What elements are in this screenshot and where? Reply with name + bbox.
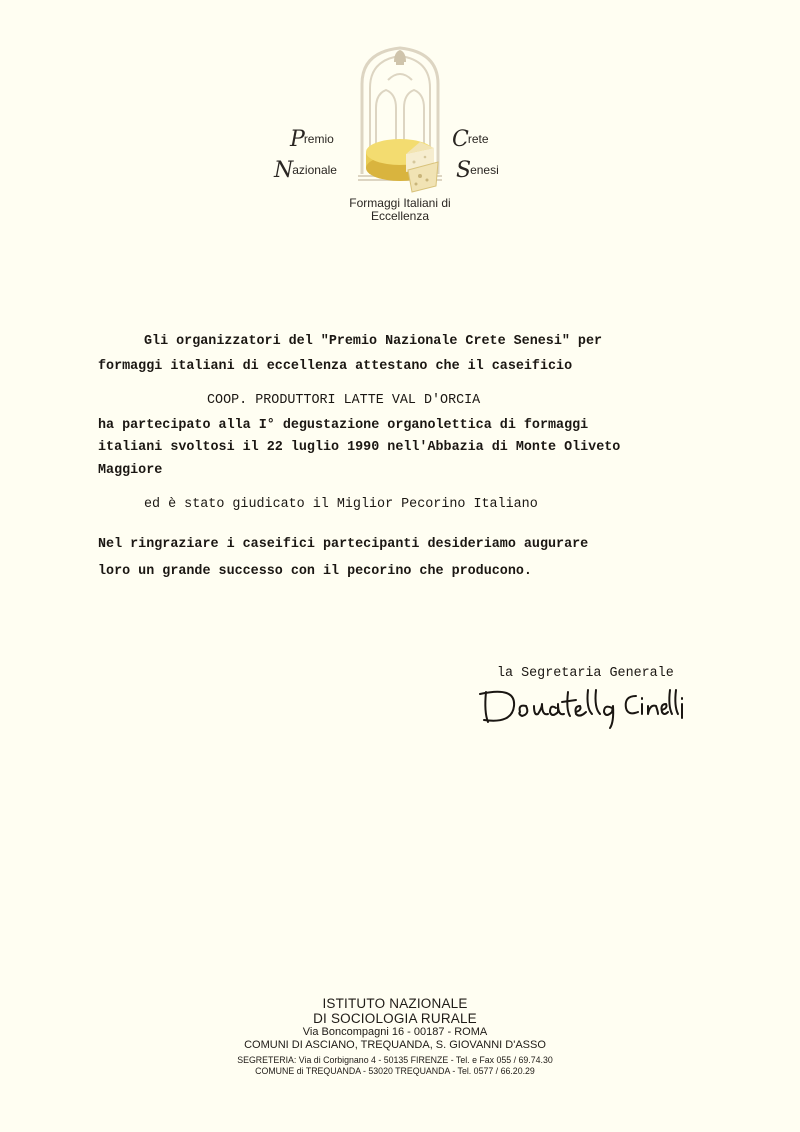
logo-subtitle [330, 197, 470, 223]
body-line-4: italiani svoltosi il 22 luglio 1990 nell'Abbazia di Monte Oliveto [98, 440, 621, 455]
award-line: ed è stato giudicato il Miglior Pecorino Italiano [144, 497, 538, 512]
logo-subtitle-line1: Formaggi Italiani di [349, 196, 451, 210]
logo-word-premio: Premio [290, 127, 334, 152]
institute-name-line2: DI SOCIOLOGIA RURALE [313, 1011, 477, 1026]
body-line-6: Nel ringraziare i caseifici partecipanti desideriamo augurare [98, 537, 589, 552]
signatory-title: la Segretaria Generale [497, 666, 674, 681]
body-line-3: ha partecipato alla I° degustazione organolettica di formaggi [98, 418, 589, 433]
institute-footer [185, 996, 605, 1077]
body-line-7: loro un grande successo con il pecorino che producono. [98, 564, 532, 579]
comune-trequanda-line: COMUNE di TREQUANDA - 53020 TREQUANDA - Tel. 0577 / 66.20.29 [255, 1066, 535, 1076]
dairy-name: COOP. PRODUTTORI LATTE VAL D'ORCIA [207, 393, 481, 408]
logo-word-senesi: Senesi [456, 158, 499, 183]
handwritten-signature [476, 682, 686, 732]
segreteria-line: SEGRETERIA: Via di Corbignano 4 - 50135 FIRENZE - Tel. e Fax 055 / 69.74.30 [237, 1055, 553, 1065]
body-line-2: formaggi italiani di eccellenza attestano che il caseificio [98, 359, 573, 374]
institute-name-line1: ISTITUTO NAZIONALE [322, 996, 468, 1011]
logo-subtitle-line2: Eccellenza [370, 209, 430, 223]
comuni-line: COMUNI DI ASCIANO, TREQUANDA, S. GIOVANNI D'ASSO [244, 1039, 546, 1051]
body-line-1: Gli organizzatori del "Premio Nazionale Crete Senesi" per [144, 334, 603, 349]
logo-word-crete: Crete [452, 127, 489, 152]
institute-address: Via Boncompagni 16 - 00187 - ROMA [302, 1026, 488, 1038]
logo-word-nazionale: Nazionale [274, 158, 337, 183]
premio-logo [270, 44, 530, 234]
body-line-5: Maggiore [98, 463, 163, 478]
